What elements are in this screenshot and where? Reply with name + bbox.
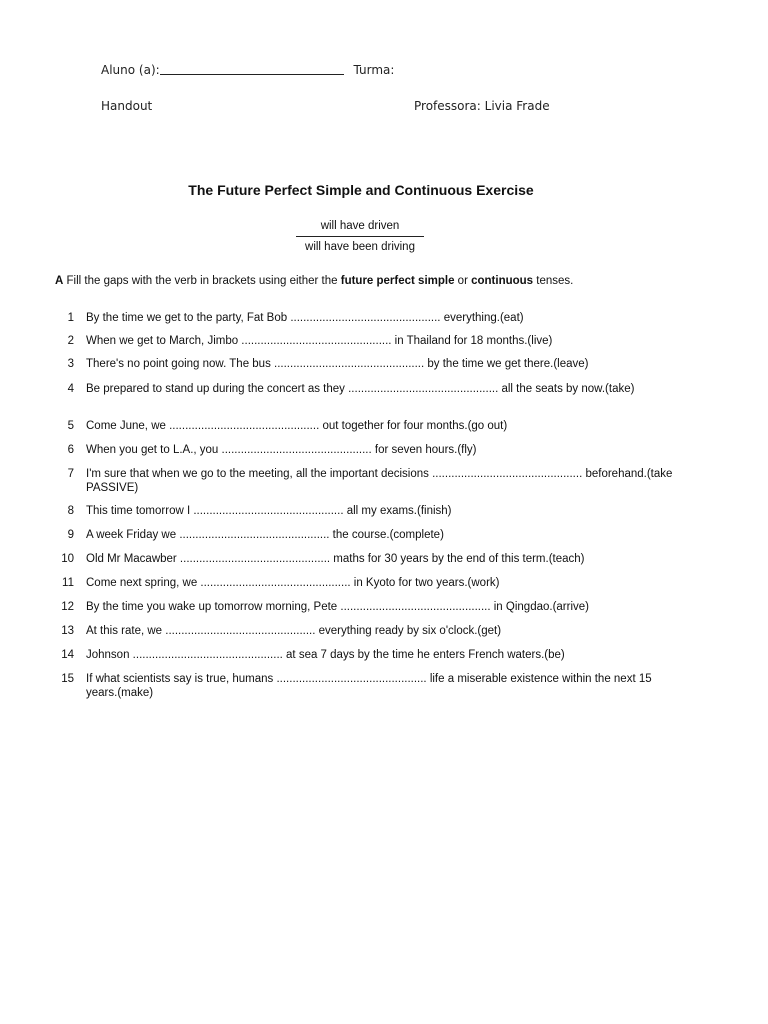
item-text: At this rate, we ............................................... everything ready by six o'clock.(get) xyxy=(86,625,502,637)
example-continuous: will have been driving xyxy=(305,241,415,253)
item-text: Come next spring, we ............................................... in Kyoto for two years.(work) xyxy=(86,577,500,589)
item-text: By the time you wake up tomorrow morning, Pete ............................................... in Qingdao.(arrive) xyxy=(86,601,589,613)
item-text: When you get to L.A., you ............................................... for seven hours.(fly) xyxy=(86,444,477,456)
example-simple: will have driven xyxy=(320,220,400,232)
instruction-after: tenses. xyxy=(533,275,574,287)
instruction-letter: A xyxy=(55,275,64,287)
instruction-simple: future perfect simple xyxy=(340,275,455,287)
item-text: A week Friday we ............................................... the course.(complete) xyxy=(86,529,444,541)
item-number: 12 xyxy=(61,601,74,613)
instruction-before: Fill the gaps with the verb in brackets using either the xyxy=(63,275,341,287)
item-text: When we get to March, Jimbo ............................................... in Thailand for 18 months.(live) xyxy=(86,335,553,347)
item-number: 2 xyxy=(67,335,74,347)
turma-label: Turma: xyxy=(353,63,395,77)
item-number: 1 xyxy=(67,312,74,324)
page-title: The Future Perfect Simple and Continuous Exercise xyxy=(188,182,534,198)
item-number: 11 xyxy=(62,577,74,589)
item-number: 6 xyxy=(67,444,74,456)
instruction xyxy=(55,275,573,287)
teacher-label: Professora: Livia Frade xyxy=(414,99,550,113)
instruction-continuous: continuous xyxy=(471,275,534,287)
item-text: Be prepared to stand up during the concert as they ............................................... all the seats by now.(take) xyxy=(86,383,635,395)
item-text: Come June, we ............................................... out together for four months.(go out) xyxy=(86,420,508,432)
item-text: This time tomorrow I ............................................... all my exams.(finish) xyxy=(86,505,452,517)
item-number: 4 xyxy=(67,383,74,395)
item-number: 10 xyxy=(61,553,74,565)
item-text: If what scientists say is true, humans ............................................... life a miserable existence within the next 15 years.(make) xyxy=(86,673,652,699)
instruction-middle: or xyxy=(454,275,472,287)
handout-label: Handout xyxy=(101,99,153,113)
example-divider xyxy=(296,236,424,237)
item-number: 9 xyxy=(67,529,74,541)
item-number: 13 xyxy=(61,625,74,637)
item-number: 3 xyxy=(67,358,74,370)
aluno-name-line[interactable] xyxy=(160,61,344,75)
student-row xyxy=(101,61,394,77)
item-number: 5 xyxy=(67,420,74,432)
item-number: 15 xyxy=(61,673,74,685)
item-text: Old Mr Macawber ............................................... maths for 30 years by the end of this term.(teach) xyxy=(86,553,585,565)
item-text: By the time we get to the party, Fat Bob ............................................... everything.(eat) xyxy=(86,312,524,324)
item-number: 14 xyxy=(61,649,74,661)
item-text: There's no point going now. The bus ............................................... by the time we get there.(leave) xyxy=(86,358,589,370)
item-text: I'm sure that when we go to the meeting, all the important decisions ............................................... beforehand.(take PASSIVE) xyxy=(86,468,673,494)
aluno-label: Aluno (a): xyxy=(101,63,160,77)
item-number: 8 xyxy=(67,505,74,517)
item-number: 7 xyxy=(67,468,74,480)
item-text: Johnson ............................................... at sea 7 days by the time he enters French waters.(be) xyxy=(86,649,565,661)
